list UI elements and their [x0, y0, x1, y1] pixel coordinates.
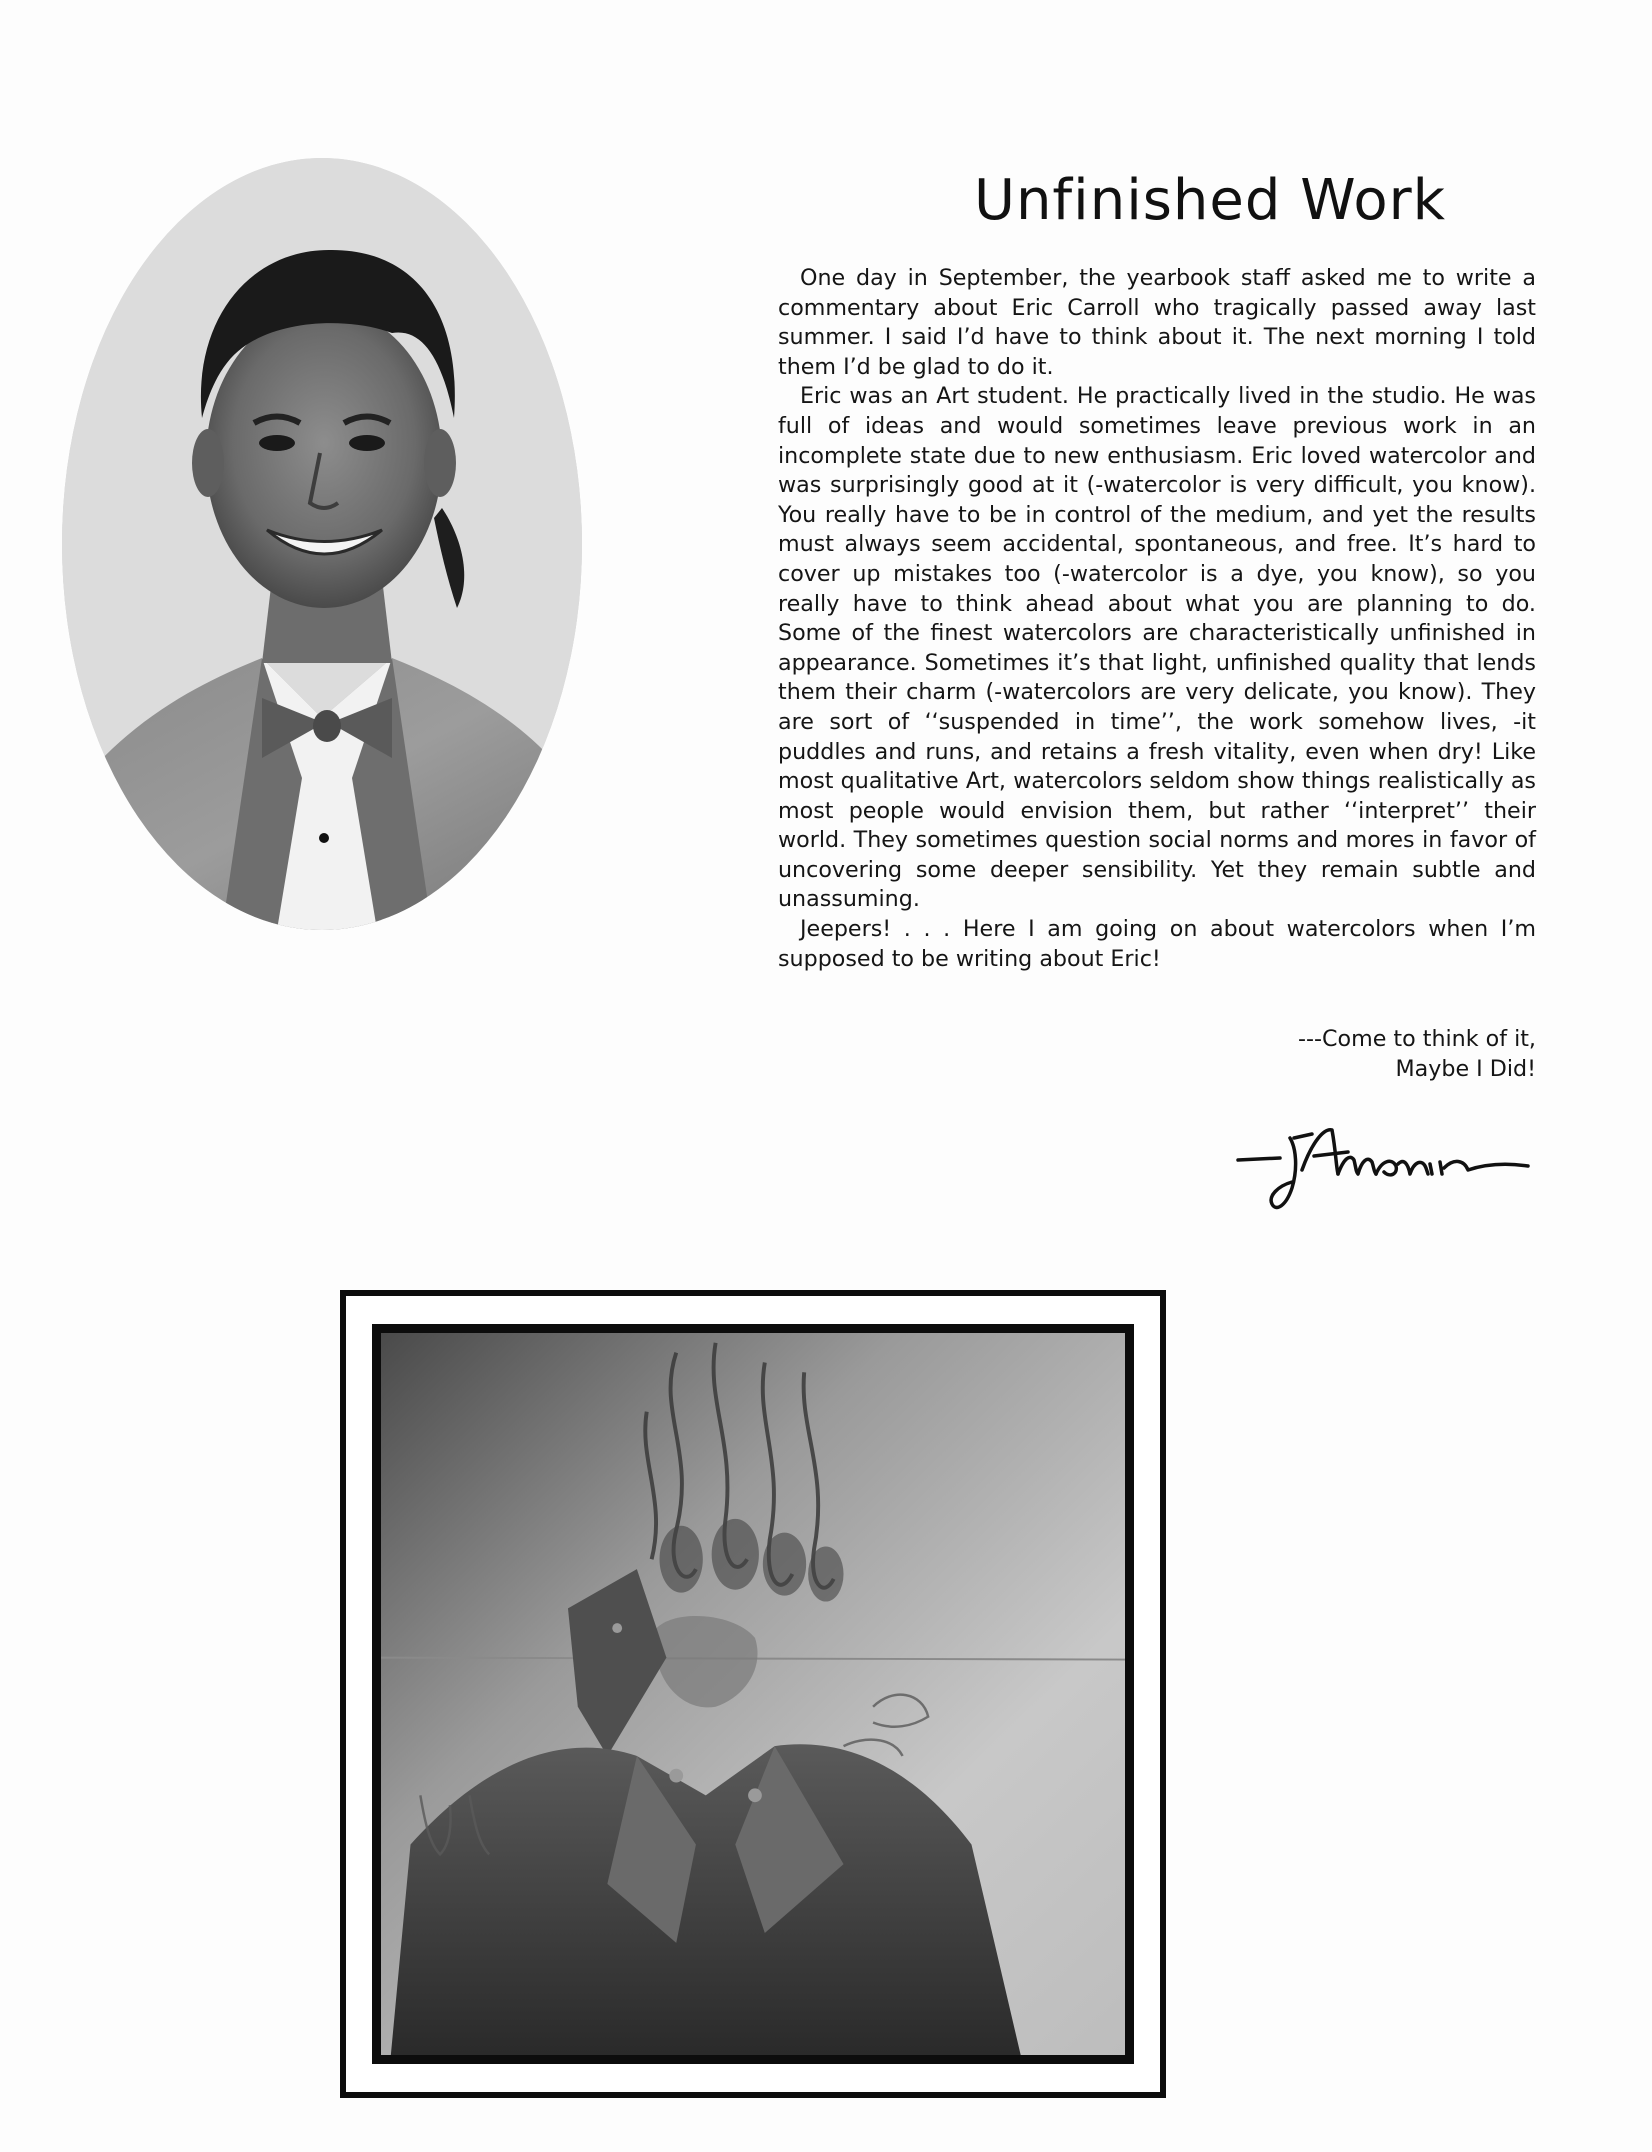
signoff-line-2: Maybe I Did! — [1395, 1056, 1536, 1082]
article-body — [778, 264, 1536, 974]
signoff — [1100, 1024, 1536, 1084]
article-paragraph: Jeepers! . . . Here I am going on about watercolors when I’m supposed to be writing about Eric! — [778, 916, 1536, 972]
unfinished-watercolor-artwork-icon — [372, 1324, 1134, 2064]
handwritten-signature-icon — [1232, 1108, 1532, 1218]
article-paragraph: Eric was an Art student. He practically lived in the studio. He was full of ideas and would sometimes leave previous work in an incomplete state due to new enthusiasm. Eric loved watercolor and was surprisingly good at it (-watercolor is very difficult, you know). You really have to be in control of the medium, and yet the results must always seem accidental, spontaneous, and free. It’s hard to cover up mistakes too (-watercolor is a dye, you know), so you really have to think ahead about what you are planning to do. Some of the finest watercolors are characteristically unfinished in appearance. Sometimes it’s that light, unfinished quality that lends them their charm (-watercolors are very delicate, you know). They are sort of ‘‘suspended in time’’, the work somehow lives, -it puddles and runs, and retains a fresh vitality, even when dry! Like most qualitative Art, watercolors seldom show things realistically as most people would envision them, but rather ‘‘interpret’’ their world. They sometimes question social norms and mores in favor of uncovering some deeper sensibility. Yet they remain subtle and unassuming. — [778, 383, 1536, 913]
signoff-line-1: ---Come to think of it, — [1298, 1026, 1536, 1052]
article-paragraph: One day in September, the yearbook staff asked me to write a commentary about Eric Carroll who tragically passed away last summer. I said I’d have to think about it. The next morning I told them I’d be glad to do it. — [778, 265, 1536, 380]
artwork-frame — [340, 1290, 1166, 2098]
article-title: Unfinished Work — [973, 168, 1447, 233]
student-portrait-icon — [62, 158, 582, 930]
